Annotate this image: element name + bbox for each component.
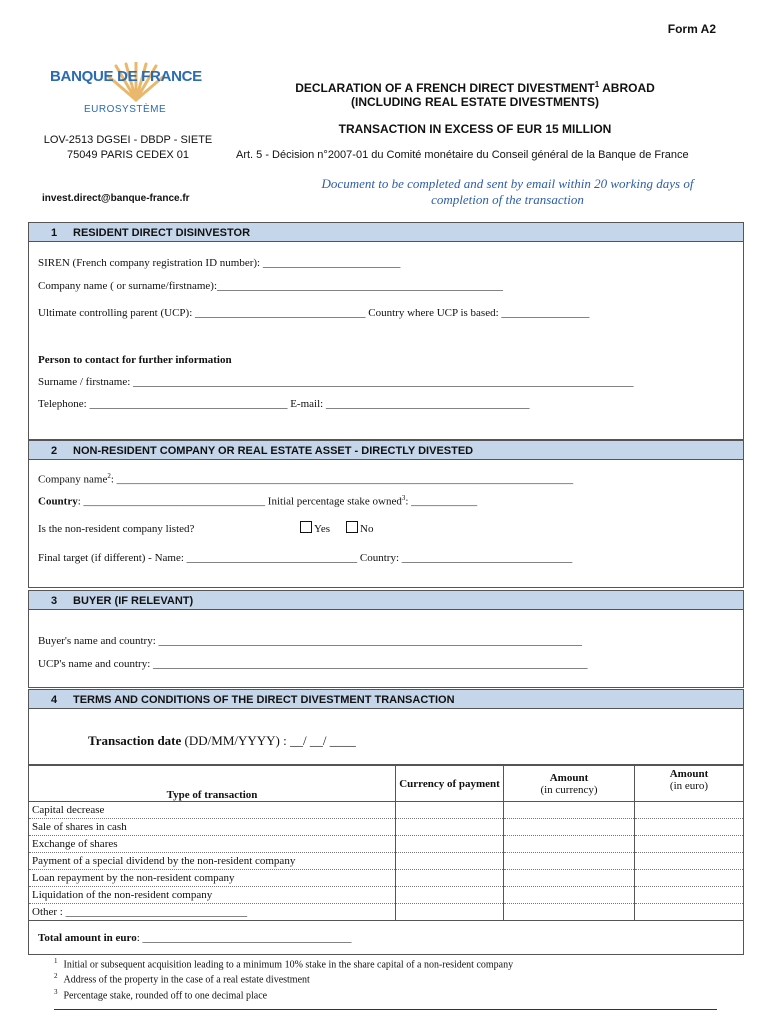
section-3-header [28,590,744,610]
yes-checkbox[interactable] [300,521,312,533]
section-title: NON-RESIDENT COMPANY OR REAL ESTATE ASSET - DIRECTLY DIVESTED [73,445,474,457]
section-4-header [28,689,744,709]
ucp-field[interactable]: Ultimate controlling parent (UCP): _______________________________ Country where UCP is based: ________________ [38,307,590,319]
col-header-amount [504,766,635,802]
currency-cell[interactable] [396,836,504,853]
banque-de-france-logo [36,62,206,122]
section-number: 2 [51,445,58,457]
footnote-number: 2 [54,972,58,980]
footnote-2 [54,972,310,985]
col-header-type: Type of transaction [29,766,396,802]
amount-cell[interactable] [504,819,635,836]
euro-cell[interactable] [635,836,744,853]
row-label: Exchange of shares [29,836,396,853]
date-label: Transaction date [88,733,182,748]
country-line: : _________________________________ Initial percentage stake owned [77,495,402,508]
currency-cell[interactable] [396,887,504,904]
total-row [29,921,744,955]
table-row [29,819,744,836]
contact-heading: Person to contact for further information [38,354,232,366]
transaction-threshold: TRANSACTION IN EXCESS OF EUR 15 MILLION [338,122,612,136]
section-number: 4 [51,694,58,706]
table-row [29,836,744,853]
section-number: 3 [51,595,58,607]
footnote-text: Address of the property in the case of a real estate divestment [63,974,310,986]
row-label: Sale of shares in cash [29,819,396,836]
euro-cell[interactable] [635,887,744,904]
total-cell[interactable] [29,921,744,955]
euro-cell[interactable] [635,904,744,921]
table-row [29,904,744,921]
amount-cell[interactable] [504,853,635,870]
col-header-euro [635,766,744,802]
row-label: Capital decrease [29,802,396,819]
total-line: : ______________________________________ [136,931,352,944]
table-row [29,870,744,887]
footer-rule [54,1009,717,1010]
logo-subtext: EUROSYSTÈME [84,104,167,115]
title-line-1: DECLARATION OF A FRENCH DIRECT DIVESTMENT [295,81,595,95]
col-header-currency: Currency of payment [396,766,504,802]
footnote-text: Initial or subsequent acquisition leading to a minimum 10% stake in the share capital of a non-resident company [63,959,514,971]
contact-surname-field[interactable]: Surname / firstname: ___________________________________________________________________________________________ [38,376,634,388]
contact-phone-email-field[interactable]: Telephone: ____________________________________ E-mail: _____________________________________ [38,398,530,410]
transaction-date-field[interactable] [88,733,356,749]
row-label: Loan repayment by the non-resident company [29,870,396,887]
address-line-1: LOV-2513 DGSEI - DBDP - SIETE [43,134,213,146]
currency-cell[interactable] [396,802,504,819]
euro-cell[interactable] [635,853,744,870]
final-target-field[interactable]: Final target (if different) - Name: _______________________________ Country: _______________________________ [38,552,573,564]
listed-question: Is the non-resident company listed? [38,523,195,535]
title-footnote-ref: 1 [594,80,600,89]
form-id: Form A2 [667,22,716,36]
company-label: Company name [38,473,108,486]
footnote-1 [54,957,513,970]
country-stake-field[interactable] [38,494,477,508]
currency-cell[interactable] [396,904,504,921]
table-row [29,802,744,819]
section-title: RESIDENT DIRECT DISINVESTOR [73,227,251,239]
section-3-body [28,610,744,688]
euro-cell[interactable] [635,802,744,819]
section-number: 1 [51,227,58,239]
amount-label: Amount [549,771,589,784]
currency-cell[interactable] [396,853,504,870]
submission-instruction: Document to be completed and sent by email within 20 working days of completion of the transaction [321,176,694,207]
buyer-ucp-field[interactable]: UCP's name and country: _______________________________________________________________________________ [38,658,588,670]
company-name-field[interactable]: Company name ( or surname/firstname):____________________________________________________ [38,280,504,292]
listed-no-option[interactable] [346,521,373,535]
currency-cell[interactable] [396,870,504,887]
amount-cell[interactable] [504,904,635,921]
amount-sublabel: (in currency) [540,783,598,796]
amount-cell[interactable] [504,802,635,819]
transaction-table [28,765,744,955]
section-2-header [28,440,744,460]
footnote-ref: 2 [107,472,111,480]
currency-cell[interactable] [396,819,504,836]
form-subtitle: (INCLUDING REAL ESTATE DIVESTMENTS) [350,95,599,109]
euro-sublabel: (in euro) [669,780,709,792]
no-label: No [360,523,374,535]
row-label[interactable]: Other : _________________________________ [29,904,396,921]
amount-cell[interactable] [504,836,635,853]
country-label: Country [38,495,78,508]
no-checkbox[interactable] [346,521,358,533]
section-1-header [28,222,744,242]
siren-field[interactable]: SIREN (French company registration ID number): _________________________ [38,257,401,269]
yes-label: Yes [314,523,331,535]
euro-cell[interactable] [635,819,744,836]
footnote-ref: 3 [401,494,406,502]
euro-label: Amount [669,768,709,780]
footnote-number: 1 [54,957,58,965]
legal-reference: Art. 5 - Décision n°2007-01 du Comité monétaire du Conseil général de la Banque de France [236,149,689,161]
company-line: : ___________________________________________________________________________________ [110,473,574,486]
footnote-text: Percentage stake, rounded off to one decimal place [63,990,268,1002]
table-row [29,887,744,904]
amount-cell[interactable] [504,870,635,887]
listed-yes-option[interactable] [300,521,330,535]
row-label: Payment of a special dividend by the non-resident company [29,853,396,870]
stake-line: : ____________ [405,495,478,508]
address-line-2: 75049 PARIS CEDEX 01 [66,149,190,161]
section-title: BUYER (IF RELEVANT) [73,595,194,607]
buyer-field[interactable]: Buyer's name and country: _____________________________________________________________________________ [38,635,583,647]
title-line-1-tail: ABROAD [599,81,655,95]
row-label: Liquidation of the non-resident company [29,887,396,904]
section-1-body [28,242,744,440]
date-format: (DD/MM/YYYY) : __/ __/ ____ [181,733,356,748]
nonresident-company-field[interactable] [38,472,573,486]
logo-text: BANQUE DE FRANCE [50,68,202,85]
form-title [250,80,700,95]
euro-cell[interactable] [635,870,744,887]
table-row [29,853,744,870]
section-title: TERMS AND CONDITIONS OF THE DIRECT DIVESTMENT TRANSACTION [73,694,455,706]
total-label: Total amount in euro [38,931,137,944]
amount-cell[interactable] [504,887,635,904]
footnote-3 [54,988,267,1001]
contact-email[interactable]: invest.direct@banque-france.fr [42,193,190,204]
footnote-number: 3 [54,988,58,996]
